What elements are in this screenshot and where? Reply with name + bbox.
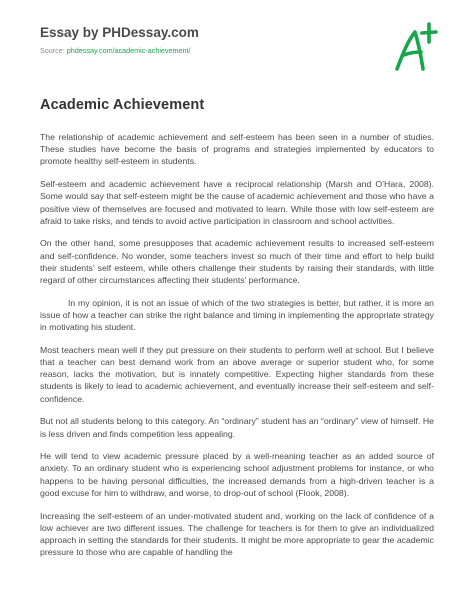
- paragraph-7: He will tend to view academic pressure placed by a well-meaning teacher as an added source of anxiety. To an ordinary student who is experiencing school adjustment problems for instance, or who happens to be having personal difficulties, the increased demands from a high-driven teacher is a good excuse for him to withdraw, and worse, to drop-out of school (Flook, 2008).: [40, 451, 434, 498]
- paragraph-3: On the other hand, some presupposes that academic achievement results to increased self-esteem and self-confidence. No wonder, some teachers invest so much of their time and effort to help build their students’ self esteem, while others challenge their students by raising their standards, with little regard of other circumstances affecting their students’ performance.: [40, 238, 434, 286]
- paragraph-2: Self-esteem and academic achievement have a reciprocal relationship (Marsh and O’Hara, 2008). Some would say that self-esteem might be the cause of academic achievement and those who have a positive view of themselves are focused and motivated to learn. While those with low self-esteem are afraid to take risks, and tends to avoid active participation in classroom and school activities.: [40, 179, 434, 226]
- site-brand[interactable]: Essay by PHDessay.com: [40, 25, 199, 40]
- page-header: [0, 0, 474, 82]
- source-link[interactable]: phdessay.com/academic-achievement/: [66, 46, 191, 55]
- paragraph-1: The relationship of academic achievement and self-esteem has been seen in a number of studies. These studies have become the basis of programs and strategies implemented by educators to promote healthy self-esteem in students.: [40, 132, 434, 167]
- a-plus-icon: [390, 20, 440, 76]
- paragraph-4: In my opinion, it is not an issue of which of the two strategies is better, but rather, it is more an issue of how a teacher can strike the right balance and timing in implementing the appropriate strategy in motivating his student.: [40, 297, 434, 333]
- article: [0, 97, 474, 558]
- source-label: Source:: [40, 46, 67, 55]
- paragraph-5: Most teachers mean well if they put pressure on their students to perform well at school. But I believe that a teacher can best demand work from an above average or superior student who, for some reason, lacks the motivation, but is innately competitive. Expecting higher standards from these students is likely to lead to academic achievement, and eventually increase their self-esteem and self-confidence.: [40, 344, 434, 404]
- paragraph-6: But not all students belong to this category. An “ordinary” student has an “ordinary” view of himself. He is less driven and finds competition less appealing.: [40, 416, 434, 439]
- article-title: Academic Achievement: [40, 97, 205, 113]
- source-line: [40, 46, 191, 55]
- paragraph-8: Increasing the self-esteem of an under-motivated student and, working on the lack of confidence of a low achiever are two different issues. The challenge for teachers is for them to give an individualized approach in setting the standards for their students. It might be more appropriate to gear the academic pressure to those who are capable of handling the: [40, 510, 434, 558]
